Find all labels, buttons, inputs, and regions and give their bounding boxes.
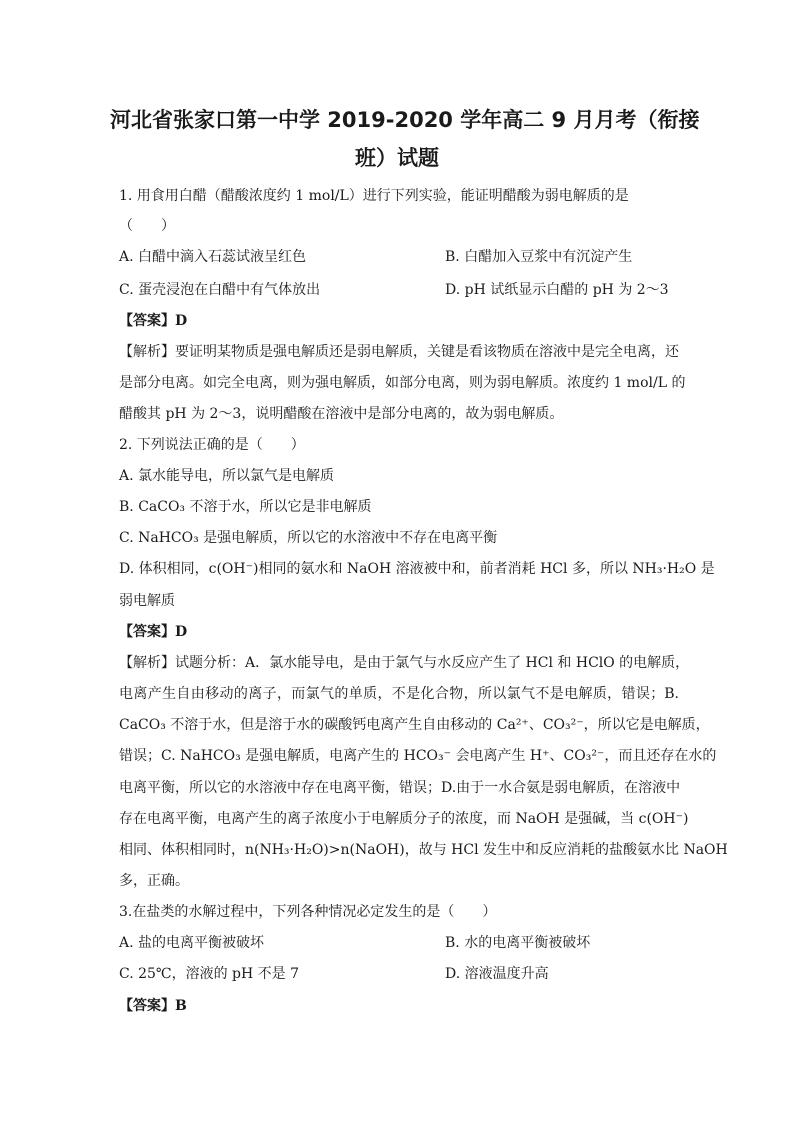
- q1-stem: 1. 用食用白醋（醋酸浓度约 1 mol/L）进行下列实验，能证明醋酸为弱电解质的是: [119, 188, 629, 204]
- q1-answer: 【答案】D: [119, 313, 188, 329]
- q3-stem: 3.在盐类的水解过程中，下列各种情况必定发生的是（ ）: [119, 904, 497, 920]
- q2-answer: 【答案】D: [119, 624, 188, 640]
- q2-option-c: C. NaHCO₃ 是强电解质，所以它的水溶液中不存在电离平衡: [119, 530, 498, 546]
- q2-analysis-line: 电离平衡，所以它的水溶液中存在电离平衡，错误；D.由于一水合氨是弱电解质，在溶液中: [119, 780, 681, 796]
- q2-option-d-cont: 弱电解质: [119, 593, 175, 609]
- q1-analysis-line: 是部分电离。如完全电离，则为强电解质，如部分电离，则为弱电解质。浓度约 1 mol/L 的: [119, 375, 686, 391]
- q2-option-d: D. 体积相同，c(OH⁻)相同的氨水和 NaOH 溶液被中和，前者消耗 HCl 多，所以 NH₃·H₂O 是: [119, 561, 715, 577]
- q1-analysis-line: 醋酸其 pH 为 2～3，说明醋酸在溶液中是部分电离的，故为弱电解质。: [119, 406, 564, 422]
- q1-analysis-line: 【解析】要证明某物质是强电解质还是弱电解质，关键是看该物质在溶液中是完全电离，还: [119, 344, 679, 360]
- document-title-line-2: 班）试题: [355, 146, 439, 170]
- q3-option-a: A. 盐的电离平衡被破坏: [119, 935, 265, 951]
- q2-stem: 2. 下列说法正确的是（ ）: [119, 437, 305, 453]
- q3-answer: 【答案】B: [119, 998, 187, 1014]
- q3-option-c: C. 25℃，溶液的 pH 不是 7: [119, 966, 300, 982]
- q2-analysis-line: CaCO₃ 不溶于水，但是溶于水的碳酸钙电离产生自由移动的 Ca²⁺、CO₃²⁻，所以它是电解质，: [119, 717, 710, 733]
- q2-analysis-line: 电离产生自由移动的离子，而氯气的单质，不是化合物，所以氯气不是电解质，错误；B.: [119, 686, 679, 702]
- q2-analysis-line: 存在电离平衡，电离产生的离子浓度小于电解质分子的浓度，而 NaOH 是强碱，当 c(OH⁻): [119, 811, 689, 827]
- q1-option-c: C. 蛋壳浸泡在白醋中有气体放出: [119, 282, 321, 298]
- q2-analysis-line: 多，正确。: [119, 873, 189, 889]
- q1-option-d: D. pH 试纸显示白醋的 pH 为 2～3: [445, 282, 669, 298]
- q1-paren: （ ）: [119, 218, 175, 234]
- q2-analysis-line: 错误；C. NaHCO₃ 是强电解质，电离产生的 HCO₃⁻ 会电离产生 H⁺、CO₃²⁻，而且还存在水的: [119, 748, 717, 764]
- q2-option-a: A. 氯水能导电，所以氯气是电解质: [119, 468, 335, 484]
- document-title-line-1: 河北省张家口第一中学 2019-2020 学年高二 9 月月考（衔接: [110, 108, 700, 132]
- q1-option-b: B. 白醋加入豆浆中有沉淀产生: [445, 249, 633, 265]
- q3-option-d: D. 溶液温度升高: [445, 966, 549, 982]
- q3-option-b: B. 水的电离平衡被破坏: [445, 935, 591, 951]
- q1-option-a: A. 白醋中滴入石蕊试液呈红色: [119, 249, 307, 265]
- q2-analysis-line: 相同、体积相同时，n(NH₃·H₂O)>n(NaOH)，故与 HCl 发生中和反应消耗的盐酸氨水比 NaOH: [119, 842, 728, 858]
- q2-option-b: B. CaCO₃ 不溶于水，所以它是非电解质: [119, 499, 372, 515]
- q2-analysis-line: 【解析】试题分析：A．氯水能导电，是由于氯气与水反应产生了 HCl 和 HClO 的电解质，: [119, 655, 690, 671]
